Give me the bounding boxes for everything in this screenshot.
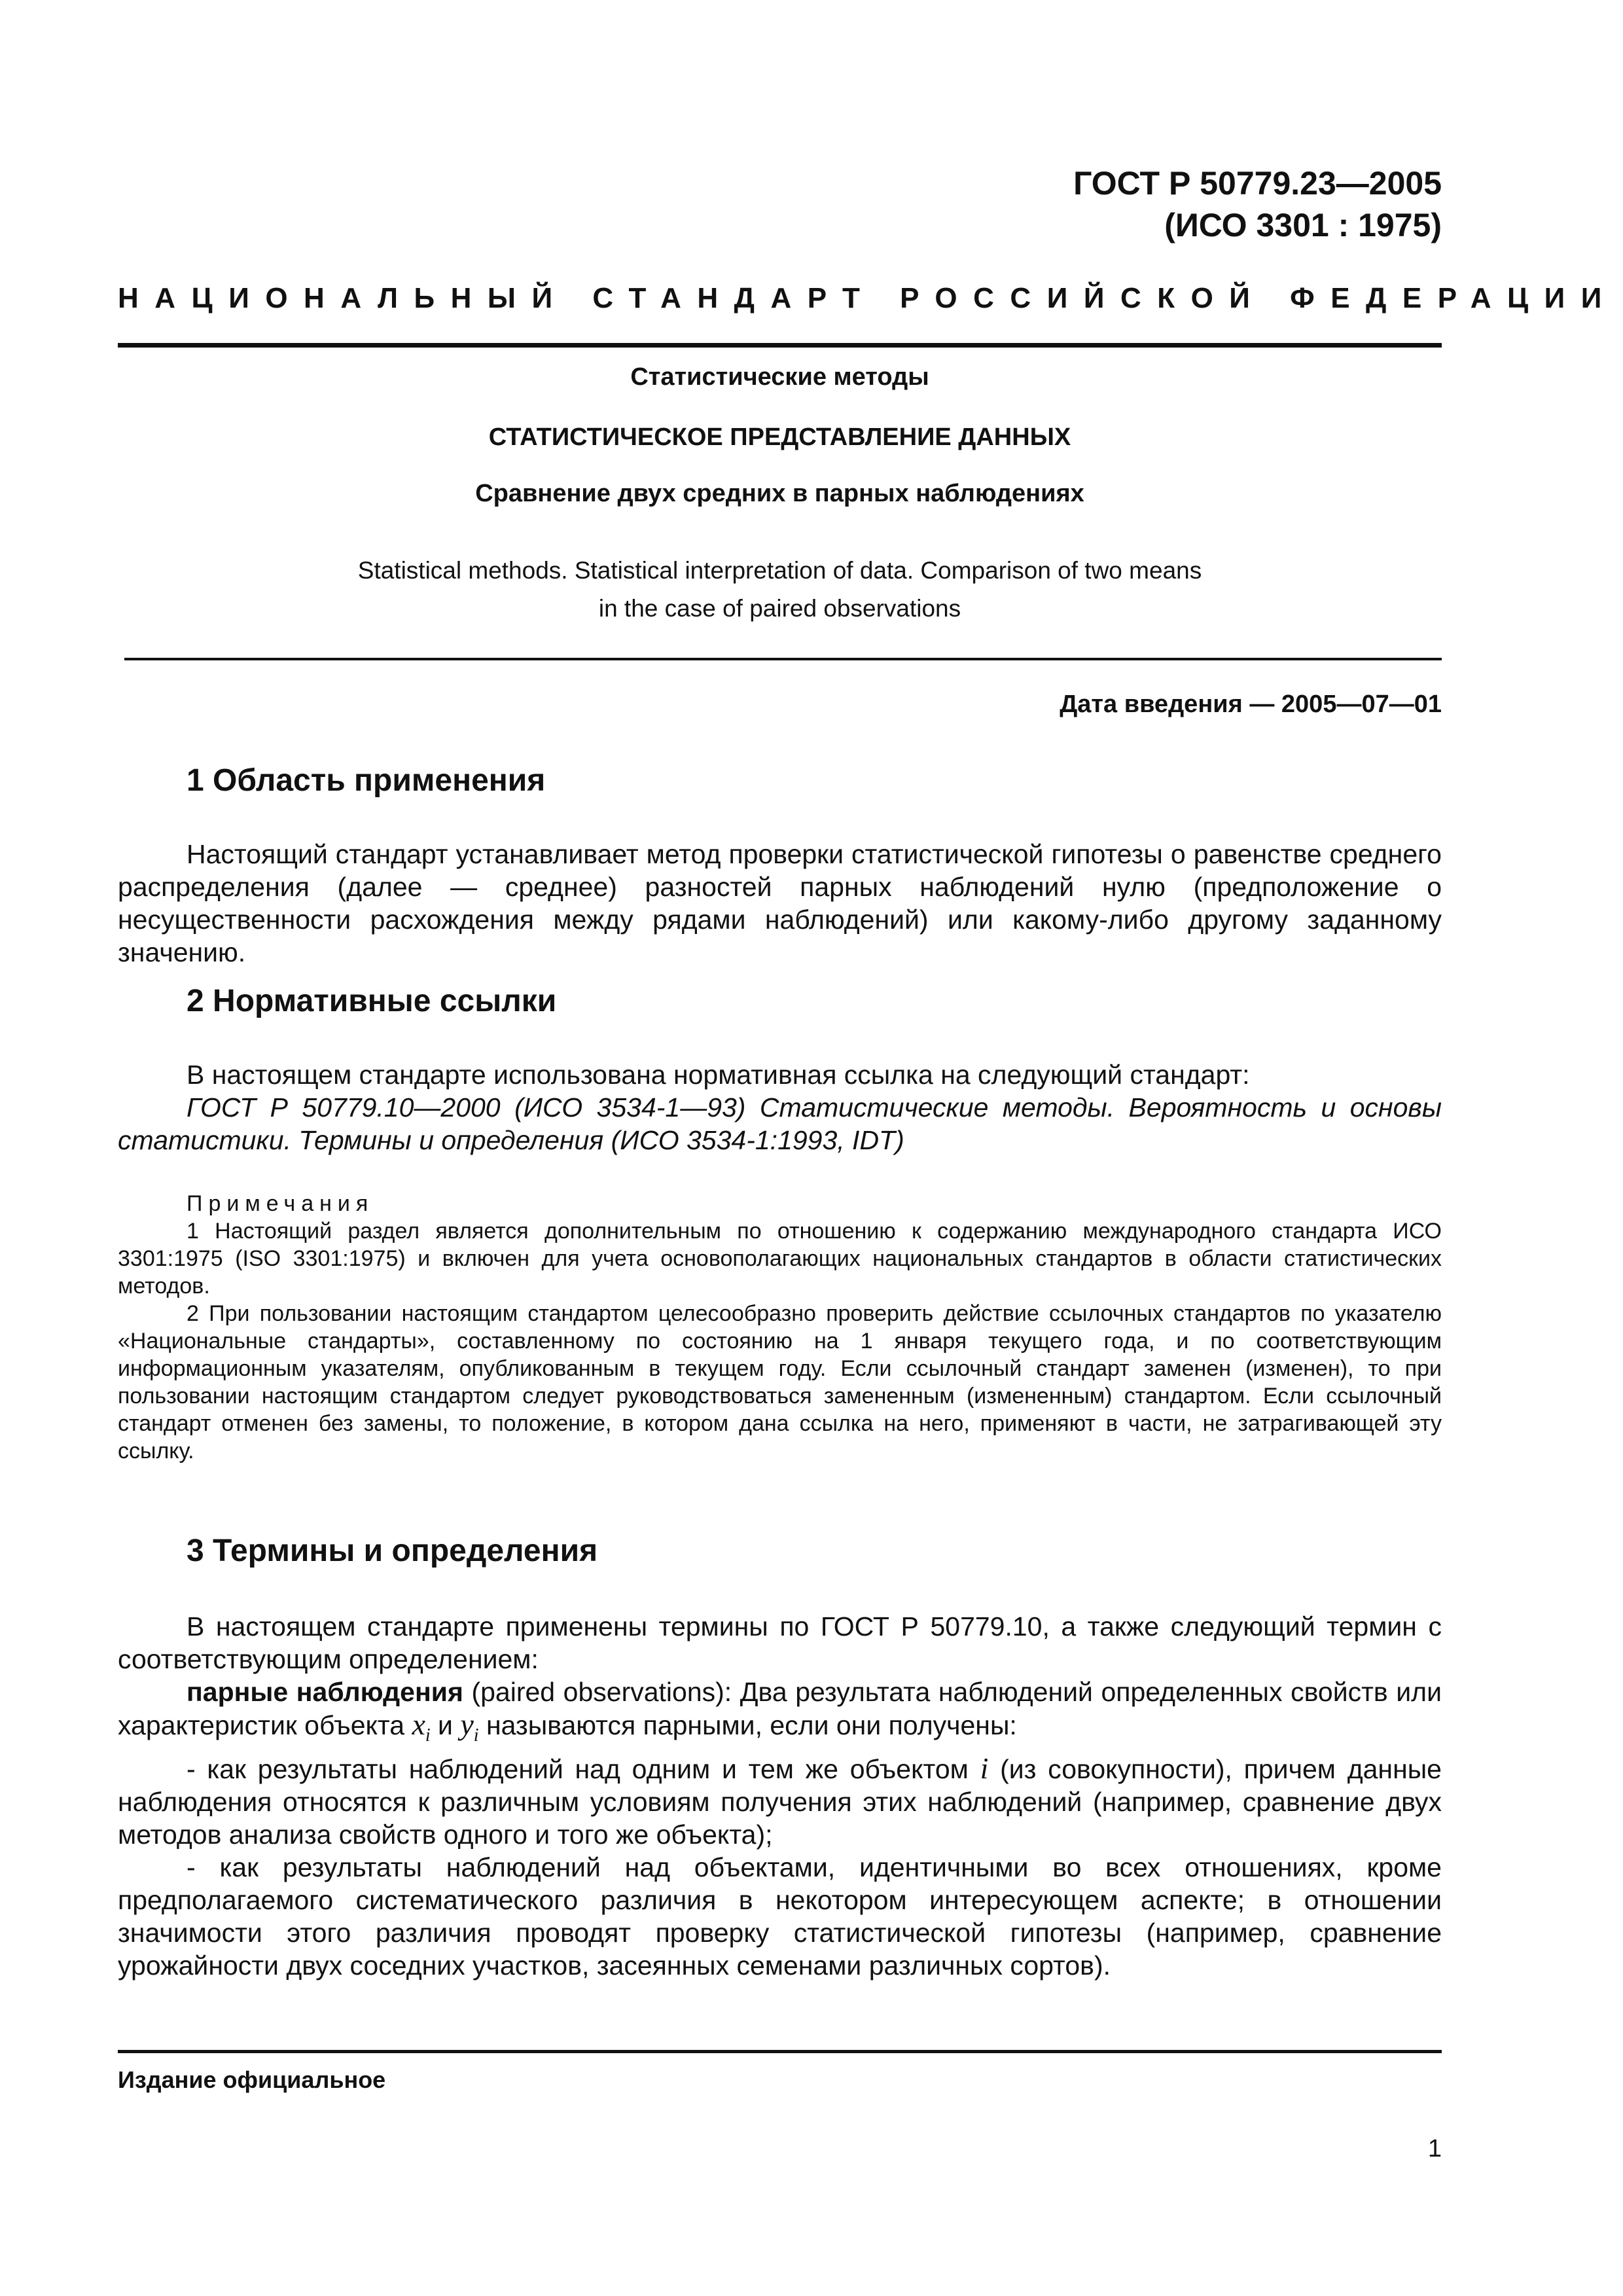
section2-heading: 2 Нормативные ссылки bbox=[187, 984, 557, 1018]
section1-heading: 1 Область применения bbox=[187, 763, 546, 798]
definition-part2: называются парными, если они получены: bbox=[478, 1710, 1017, 1740]
definition-part1: (paired observations): Два результата наблюдений определенных свойств или характеристик объекта bbox=[118, 1677, 1442, 1740]
english-title-line2: in the case of paired observations bbox=[598, 595, 961, 622]
page-number: 1 bbox=[1427, 2135, 1442, 2162]
section1-body bbox=[118, 838, 1442, 969]
definition-conjunction: и bbox=[430, 1710, 461, 1740]
definition-item-2: - как результаты наблюдений над объектами, идентичными во всех отношениях, кроме предполагаемого систематического различия в некотором интересующем аспекте; в отношении значимости этого различия проводят проверку статистической гипотезы (например, сравнение урожайности двух соседних участков, засеянных семенами различных сортов). bbox=[118, 1852, 1442, 1981]
section3-body bbox=[118, 1610, 1442, 1982]
variable-y: $y_i$ bbox=[460, 1708, 479, 1746]
section2-intro: В настоящем стандарте использована нормативная ссылка на следующий стандарт: bbox=[187, 1060, 1250, 1090]
variable-x: $x_i$ bbox=[412, 1708, 431, 1746]
standard-code: ГОСТ Р 50779.23—2005 bbox=[1073, 165, 1442, 202]
section3-heading: 3 Термины и определения bbox=[187, 1534, 598, 1568]
variable-i: i bbox=[980, 1751, 989, 1785]
title-divider bbox=[124, 658, 1442, 660]
definition-item-1: - как результаты наблюдений над одним и тем же объектом i (из совокупности), причем данные наблюдения относятся к различным условиям получения этих наблюдений (например, сравнение двух методов анализа свойств одного и того же объекта); bbox=[118, 1751, 1442, 1850]
note-1: 1 Настоящий раздел является дополнительным по отношению к содержанию международного стандарта ИСО 3301:1975 (ISO 3301:1975) и включен для учета основополагающих национальных стандартов в области статистических методов. bbox=[118, 1219, 1442, 1299]
section2-body bbox=[118, 1058, 1442, 1157]
section1-paragraph: Настоящий стандарт устанавливает метод проверки статистической гипотезы о равенстве среднего распределения (далее — среднее) разностей парных наблюдений нулю (предположение о несущественности расхождения между рядами наблюдений) или какому-либо другому заданному значению. bbox=[118, 839, 1442, 967]
section2-reference: ГОСТ Р 50779.10—2000 (ИСО 3534-1—93) Статистические методы. Вероятность и основы статистики. Термины и определения (ИСО 3534-1:1993, IDT) bbox=[118, 1092, 1442, 1155]
notes-block bbox=[118, 1190, 1442, 1465]
section3-intro: В настоящем стандарте применены термины по ГОСТ Р 50779.10, а также следующий термин с соответствующим определением: bbox=[118, 1611, 1442, 1674]
series-title: Статистические методы bbox=[630, 363, 929, 391]
english-title-line1: Statistical methods. Statistical interpretation of data. Comparison of two means bbox=[357, 557, 1202, 584]
document-subtitle: Сравнение двух средних в парных наблюдениях bbox=[475, 480, 1084, 507]
term-definition bbox=[118, 1676, 1442, 1752]
national-standard-heading: НАЦИОНАЛЬНЫЙ СТАНДАРТ РОССИЙСКОЙ ФЕДЕРАЦИИ bbox=[118, 282, 1618, 314]
official-edition-label: Издание официальное bbox=[118, 2066, 386, 2093]
main-title: СТАТИСТИЧЕСКОЕ ПРЕДСТАВЛЕНИЕ ДАННЫХ bbox=[488, 423, 1071, 451]
term-name: парные наблюдения bbox=[187, 1677, 463, 1707]
iso-code: (ИСО 3301 : 1975) bbox=[1164, 207, 1442, 243]
note-2: 2 При пользовании настоящим стандартом целесообразно проверить действие ссылочных стандартов по указателю «Национальные стандарты», составленному по состоянию на 1 января текущего года, и по соответствующим информационным указателям, опубликованным в текущем году. Если ссылочный стандарт заменен (изменен), то при пользовании настоящим стандартом следует руководствоваться замененным (измененным) стандартом. Если ссылочный стандарт отменен без замены, то положение, в котором дана ссылка на него, применяют в части, не затрагивающей эту ссылку. bbox=[118, 1301, 1442, 1463]
top-divider bbox=[118, 343, 1442, 348]
footer-divider bbox=[118, 2050, 1442, 2053]
notes-title: Примечания bbox=[187, 1191, 374, 1216]
introduction-date: Дата введения — 2005—07—01 bbox=[1060, 691, 1442, 718]
